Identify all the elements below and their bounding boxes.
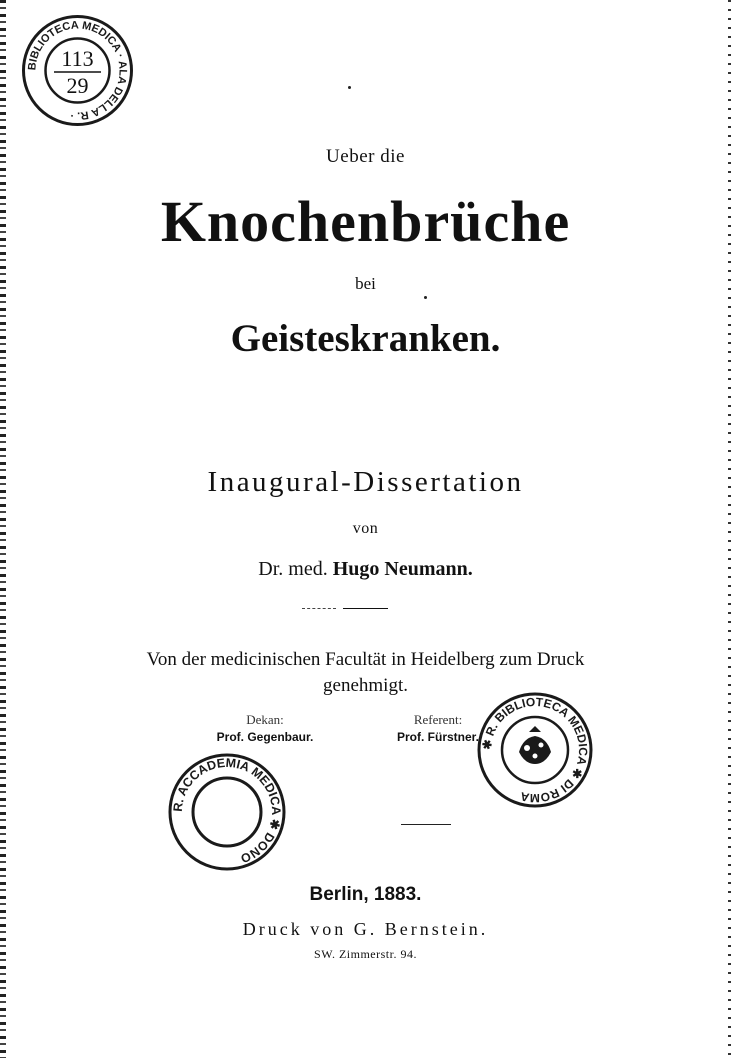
divider-dashed [302,608,336,609]
dekan-role: Dekan: [246,712,284,727]
author-line [0,558,731,581]
divider [343,608,388,609]
referent-name: Prof. Fürstner. [396,730,479,744]
ink-speck [348,86,351,89]
von-label: von [352,520,379,537]
faculty-line-1: Von der medicinischen Facultät in Heidelberg zum Druck [146,649,585,670]
library-stamp-number-top: 113 [61,46,94,71]
printer-line: Druck von G. Bernstein. [242,919,489,939]
sub-title: Geisteskranken. [230,317,501,360]
library-stamp [20,13,135,128]
roma-stamp-ring-text: ✱ R. BIBLIOTECA MEDICA ✱ DI ROMA [479,694,591,806]
dissertation-label: Inaugural-Dissertation [207,466,524,498]
divider [401,824,451,825]
library-stamp-number-bottom: 29 [66,73,89,98]
city-year: Berlin, 1883. [309,884,422,905]
accademia-medica-stamp [167,752,287,872]
roma-emblem-icon [511,726,559,774]
author-prefix: Dr. med. [258,558,328,580]
ink-speck [424,296,427,299]
pre-title: Ueber die [326,146,405,167]
referent-role: Referent: [413,712,463,727]
accademia-stamp-ring-text: R. ACCADEMIA MEDICA ✱ DONO [170,755,284,866]
dekan-block [190,712,340,744]
author-name: Hugo Neumann. [332,558,473,580]
connector-word: bei [355,274,376,293]
main-title: Knochenbrüche [160,189,571,254]
biblioteca-roma-stamp [475,690,595,810]
dekan-name: Prof. Gegenbaur. [216,730,314,744]
library-stamp-ring-text: BIBLIOTECA MEDICA · ALA DELLA R. · [26,19,129,122]
printer-address: SW. Zimmerstr. 94. [314,947,417,961]
faculty-line-2: genehmigt. [323,675,408,696]
